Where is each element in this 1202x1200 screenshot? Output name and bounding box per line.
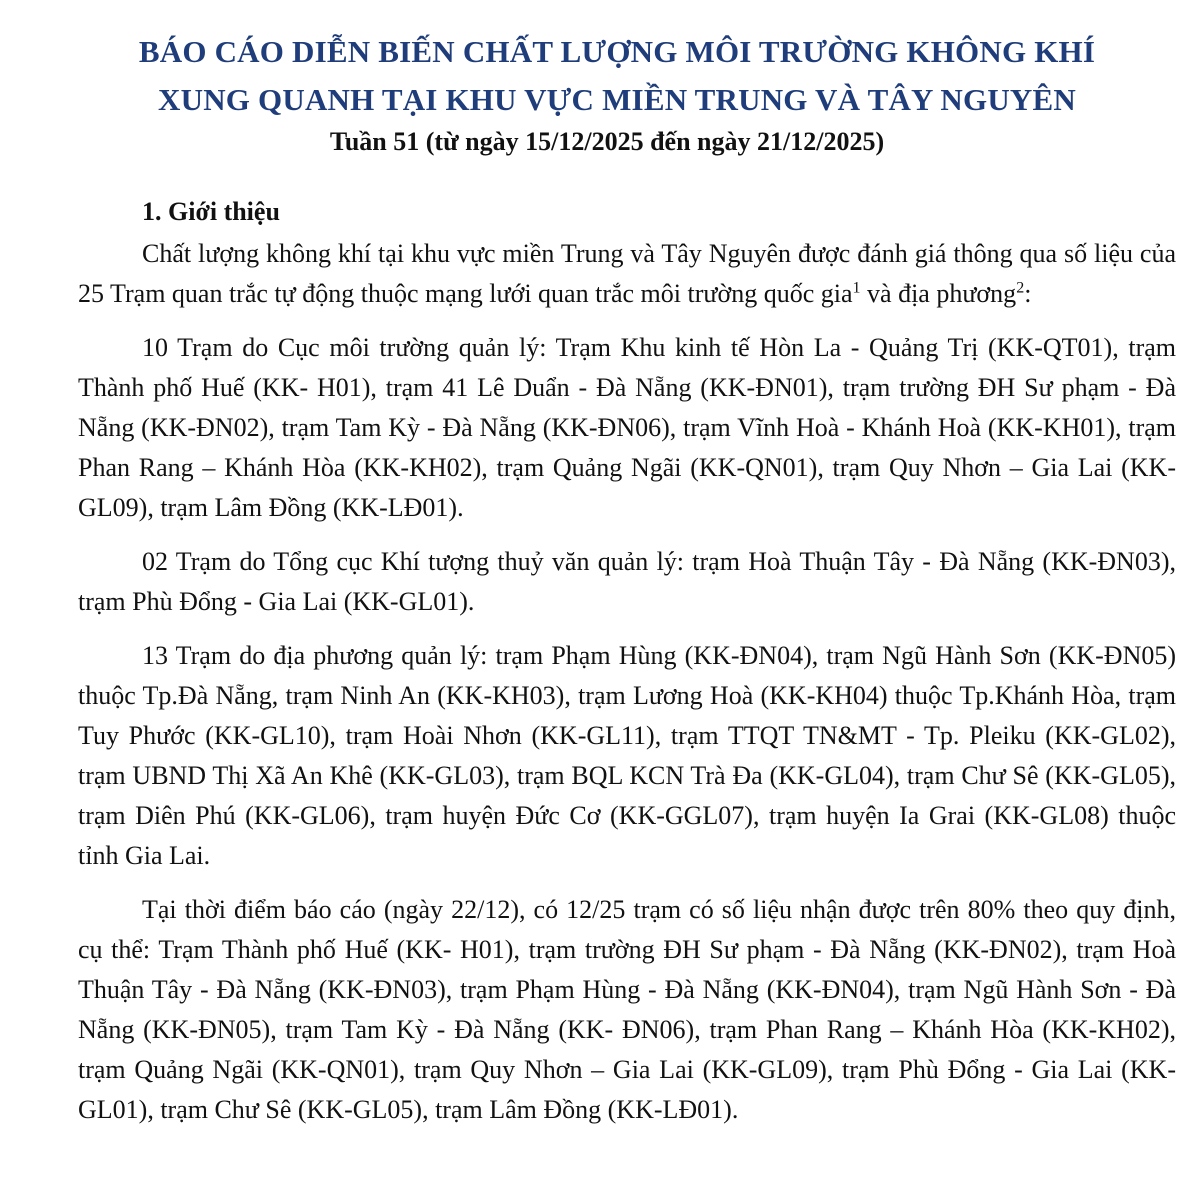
report-subtitle: Tuần 51 (từ ngày 15/12/2025 đến ngày 21/12/2025) — [329, 127, 885, 156]
paragraph-data-status: Tại thời điểm báo cáo (ngày 22/12), có 12/25 trạm có số liệu nhận được trên 80% theo quy định, cụ thể: Trạm Thành phố Huế (KK- H01), trạm trường ĐH Sư phạm - Đà Nẵng (KK-ĐN02), trạm Hoà Thuận Tây - Đà Nẵng (KK-ĐN03), trạm Phạm Hùng - Đà Nẵng (KK-ĐN04), trạm Ngũ Hành Sơn - Đà Nẵng (KK-ĐN05), trạm Tam Kỳ - Đà Nẵng (KK- ĐN06), trạm Phan Rang – Khánh Hòa (KK-KH02), trạm Quảng Ngãi (KK-QN01), trạm Quy Nhơn – Gia Lai (KK-GL09), trạm Phù Đổng - Gia Lai (KK-GL01), trạm Chư Sê (KK-GL05), trạm Lâm Đồng (KK-LĐ01). — [78, 895, 1176, 1124]
intro-text-part3: : — [1024, 279, 1032, 308]
paragraph-tongcuc-stations: 02 Trạm do Tổng cục Khí tượng thuỷ văn quản lý: trạm Hoà Thuận Tây - Đà Nẵng (KK-ĐN03), trạm Phù Đổng - Gia Lai (KK-GL01). — [78, 547, 1176, 616]
paragraph-cuc-stations: 10 Trạm do Cục môi trường quản lý: Trạm Khu kinh tế Hòn La - Quảng Trị (KK-QT01), trạm Thành phố Huế (KK- H01), trạm 41 Lê Duẩn - Đà Nẵng (KK-ĐN01), trạm trường ĐH Sư phạm - Đà Nẵng (KK-ĐN02), trạm Tam Kỳ - Đà Nẵng (KK-ĐN06), trạm Vĩnh Hoà - Khánh Hoà (KK-KH01), trạm Phan Rang – Khánh Hòa (KK-KH02), trạm Quảng Ngãi (KK-QN01), trạm Quy Nhơn – Gia Lai (KK-GL09), trạm Lâm Đồng (KK-LĐ01). — [78, 333, 1176, 522]
footnote-ref-2[interactable]: 2 — [1016, 279, 1025, 297]
intro-paragraph — [78, 234, 1176, 314]
report-title — [78, 28, 1176, 124]
intro-text-part1: Chất lượng không khí tại khu vực miền Trung và Tây Nguyên được đánh giá thông qua số liệu của 25 Trạm quan trắc tự động thuộc mạng lưới quan trắc môi trường quốc gia — [78, 239, 1176, 308]
paragraph-local-stations: 13 Trạm do địa phương quản lý: trạm Phạm Hùng (KK-ĐN04), trạm Ngũ Hành Sơn (KK-ĐN05) thuộc Tp.Đà Nẵng, trạm Ninh An (KK-KH03), trạm Lương Hoà (KK-KH04) thuộc Tp.Khánh Hòa, trạm Tuy Phước (KK-GL10), trạm Hoài Nhơn (KK-GL11), trạm TTQT TN&MT - Tp. Pleiku (KK-GL02), trạm UBND Thị Xã An Khê (KK-GL03), trạm BQL KCN Trà Đa (KK-GL04), trạm Chư Sê (KK-GL05), trạm Diên Phú (KK-GL06), trạm huyện Đức Cơ (KK-GGL07), trạm huyện Ia Grai (KK-GL08) thuộc tỉnh Gia Lai. — [78, 641, 1176, 870]
section-heading: 1. Giới thiệu — [142, 197, 280, 226]
footnote-ref-1[interactable]: 1 — [852, 279, 861, 297]
report-title-line1: BÁO CÁO DIỄN BIẾN CHẤT LƯỢNG MÔI TRƯỜNG KHÔNG KHÍ — [138, 34, 1096, 69]
intro-text-part2: và địa phương — [860, 279, 1017, 308]
report-title-line2: XUNG QUANH TẠI KHU VỰC MIỀN TRUNG VÀ TÂY NGUYÊN — [158, 82, 1076, 117]
